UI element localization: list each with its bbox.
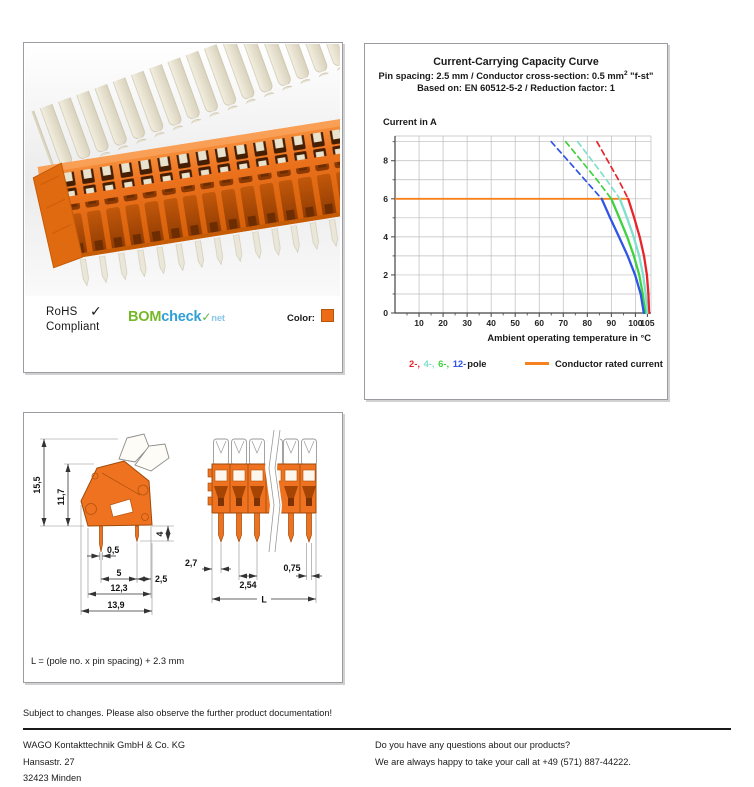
front-view bbox=[208, 430, 317, 552]
x-tick-label: 90 bbox=[606, 318, 617, 328]
pin-right bbox=[136, 526, 139, 542]
rated-current-label: Conductor rated current bbox=[555, 358, 663, 369]
dim-offset-25: 2,5 bbox=[155, 574, 168, 584]
dim-height-body: 11,7 bbox=[56, 488, 66, 506]
company-name: WAGO Kontakttechnik GmbH & Co. KG bbox=[23, 740, 186, 750]
x-tick-label: 80 bbox=[582, 318, 593, 328]
rohs-line1: RoHS bbox=[46, 306, 78, 318]
x-tick-label: 30 bbox=[462, 318, 472, 328]
chart-subtitle-post: "f-st" bbox=[627, 71, 654, 82]
product-photo bbox=[24, 43, 341, 297]
company-street: Hansastr. 27 bbox=[23, 756, 75, 767]
front-pins bbox=[219, 513, 312, 542]
legend-pole-suffix: pole bbox=[467, 358, 487, 369]
footer-divider bbox=[23, 728, 731, 730]
color-swatch bbox=[321, 309, 334, 322]
y-tick-label: 8 bbox=[383, 155, 388, 166]
curve-dashed-6-pole bbox=[566, 142, 612, 199]
x-tick-label: 100 bbox=[628, 318, 643, 328]
pin-left bbox=[100, 526, 103, 552]
chart-y-axis-label: Current in A bbox=[383, 116, 437, 127]
footer-company bbox=[23, 737, 185, 787]
bomcheck-logo bbox=[128, 309, 225, 325]
bomcheck-bom: BOM bbox=[128, 309, 162, 325]
x-tick-label: 20 bbox=[438, 318, 448, 328]
chart-x-axis-label: Ambient operating temperature in °C bbox=[487, 332, 651, 343]
legend-12-pole: 12- bbox=[452, 358, 467, 369]
x-tick-label: 50 bbox=[510, 318, 520, 328]
x-tick-label: 105 bbox=[640, 318, 655, 328]
color-label: Color: bbox=[287, 313, 315, 324]
rohs-line2: Compliant bbox=[46, 321, 100, 333]
bomcheck-tick-icon: ✓ bbox=[201, 310, 212, 324]
footer-contact bbox=[375, 737, 631, 770]
legend-2-pole: 2-, bbox=[409, 358, 420, 369]
contact-phone: We are always happy to take your call at +49 (571) 887-44222. bbox=[375, 756, 631, 767]
dim-pin-width-side: 0,5 bbox=[107, 545, 120, 555]
chart-legend-rated bbox=[525, 358, 663, 369]
rohs-check-icon: ✓ bbox=[90, 303, 102, 319]
chart-subtitle-pre: Pin spacing: 2.5 mm / Conductor cross-section: 0.5 mm bbox=[378, 71, 624, 82]
x-tick-label: 10 bbox=[414, 318, 424, 328]
y-tick-label: 6 bbox=[383, 193, 388, 204]
length-formula: L = (pole no. x pin spacing) + 2.3 mm bbox=[31, 656, 185, 666]
chart-subtitle-sup: 2 bbox=[623, 70, 628, 77]
dim-pin-pitch-side: 5 bbox=[116, 568, 122, 578]
x-tick-label: 60 bbox=[534, 318, 545, 328]
company-city: 32423 Minden bbox=[23, 773, 82, 783]
contact-question: Do you have any questions about our products? bbox=[375, 740, 571, 750]
chart-subtitle-1 bbox=[365, 70, 667, 81]
product-photo-panel bbox=[23, 42, 343, 373]
capacity-plot bbox=[365, 129, 669, 329]
dim-offset-27: 2,7 bbox=[185, 558, 198, 568]
dim-front-pitch: 2,54 bbox=[239, 580, 257, 590]
legend-4-pole: 4-, bbox=[423, 358, 435, 369]
dim-width-total: 13,9 bbox=[107, 600, 125, 610]
curve-dashed-12-pole bbox=[551, 142, 602, 199]
y-tick-label: 0 bbox=[383, 308, 388, 318]
bomcheck-net: net bbox=[211, 313, 225, 324]
chart-legend-poles bbox=[409, 358, 488, 369]
dim-front-length: L bbox=[261, 594, 267, 605]
dimension-drawing bbox=[24, 413, 340, 653]
y-tick-label: 4 bbox=[383, 231, 388, 242]
x-tick-label: 70 bbox=[558, 318, 569, 328]
dim-width-inner: 12,3 bbox=[110, 583, 128, 593]
capacity-curve-panel bbox=[364, 43, 668, 400]
chart-subtitle-2: Based on: EN 60512-5-2 / Reduction factor: 1 bbox=[417, 83, 615, 93]
dim-height-total: 15,5 bbox=[32, 476, 42, 494]
rated-current-line-swatch bbox=[525, 362, 549, 364]
dimension-drawing-panel bbox=[23, 412, 343, 683]
curve-dashed-2-pole bbox=[597, 142, 628, 199]
chart-title: Current-Carrying Capacity Curve bbox=[433, 56, 599, 68]
x-tick-label: 40 bbox=[486, 318, 496, 328]
y-tick-label: 2 bbox=[383, 269, 388, 280]
bomcheck-check: check bbox=[161, 309, 202, 325]
dim-front-pin-width: 0,75 bbox=[283, 563, 301, 573]
dim-pin-length: 4 bbox=[155, 531, 165, 537]
change-notice: Subject to changes. Please also observe the further product documentation! bbox=[23, 708, 332, 718]
legend-6-pole: 6-, bbox=[438, 358, 450, 369]
